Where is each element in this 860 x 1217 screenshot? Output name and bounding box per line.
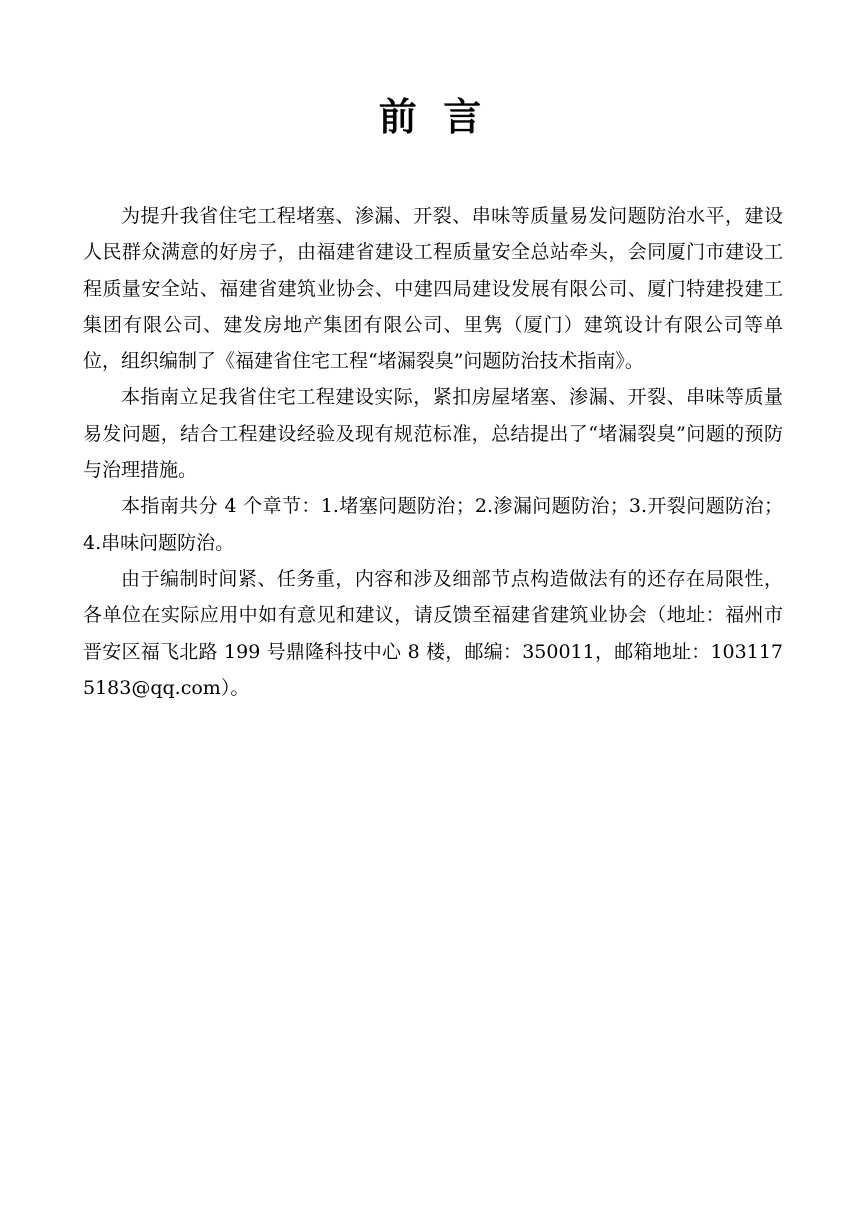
paragraph-chapters: 本指南共分 4 个章节：1.堵塞问题防治；2.渗漏问题防治；3.开裂问题防治；4.串味问题防治。 bbox=[83, 495, 783, 554]
paragraph-intro: 为提升我省住宅工程堵塞、渗漏、开裂、串味等质量易发问题防治水平，建设人民群众满意的好房子，由福建省建设工程质量安全总站牵头，会同厦门市建设工程质量安全站、福建省建筑业协会、中建四局建设发展有限公司、厦门特建投建工集团有限公司、建发房地产集团有限公司、里隽（厦门）建筑设计有限公司等单位，组织编制了《福建省住宅工程“堵漏裂臭”问题防治技术指南》。 bbox=[83, 205, 783, 373]
paragraph-feedback: 由于编制时间紧、任务重，内容和涉及细部节点构造做法有的还存在局限性，各单位在实际应用中如有意见和建议，请反馈至福建省建筑业协会（地址：福州市晋安区福飞北路 199 号鼎隆科技中心 8 楼，邮编：350011，邮箱地址：1031175183@qq.com）。 bbox=[83, 567, 783, 699]
preface-body bbox=[83, 198, 783, 706]
paragraph-basis: 本指南立足我省住宅工程建设实际，紧扣房屋堵塞、渗漏、开裂、串味等质量易发问题，结合工程建设经验及现有规范标准，总结提出了“堵漏裂臭”问题的预防与治理措施。 bbox=[83, 386, 783, 482]
page-title: 前 言 bbox=[378, 95, 482, 139]
